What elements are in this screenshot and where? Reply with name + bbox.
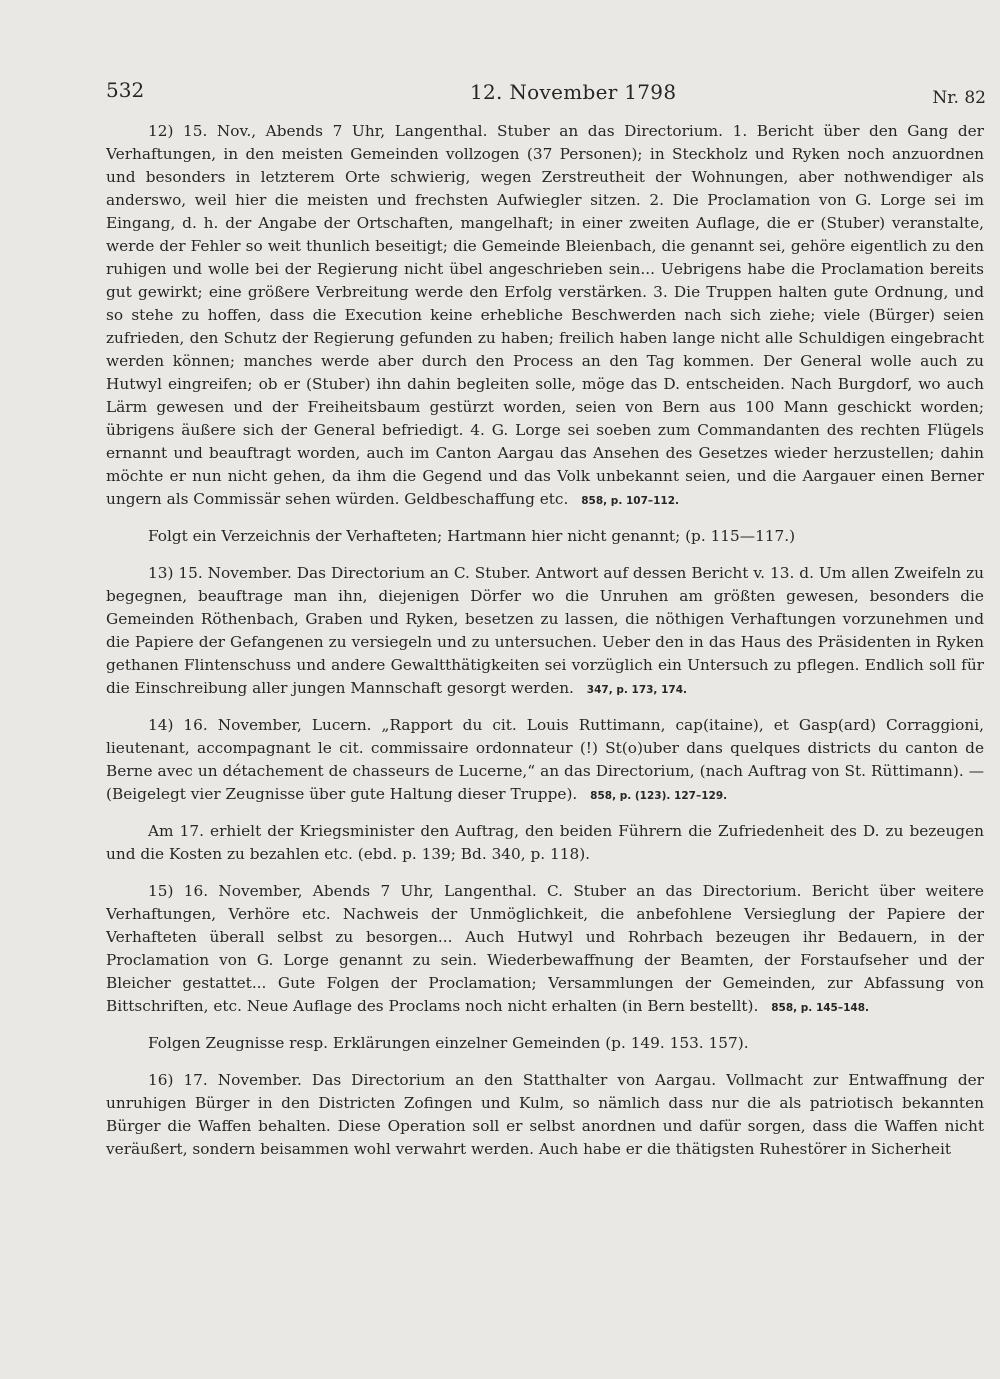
archive-reference: 858, p. 107–112. xyxy=(581,495,680,507)
entry-text: 14) 16. November, Lucern. „Rapport du cit. Louis Ruttimann, cap(itaine), et Gasp(ard) Corraggioni, lieutenant, accompagnant le cit. commissaire ordonnateur (!) St(o)uber dans quelques districts du canton de Berne avec un détachement de chasseurs de Lucerne,“ an das Directorium, (nach Auftrag von St. Rüttimann). — (Beigelegt vier Zeugnisse über gute Haltung dieser Truppe). xyxy=(106,716,984,803)
page-number: 532 xyxy=(106,78,145,102)
entry-15 xyxy=(106,880,984,1020)
document-number: Nr. 82 xyxy=(932,88,986,108)
entry-12 xyxy=(106,120,984,513)
entry-text: 15) 16. November, Abends 7 Uhr, Langenthal. C. Stuber an das Directorium. Bericht über weitere Verhaftungen, Verhöre etc. Nachweis der Unmöglichkeit, die anbefohlene Versieglung der Papiere der Verhafteten überall selbst zu besorgen... Auch Hutwyl und Rohrbach bezeugen ihr Bedauern, in der Proclamation von G. Lorge genannt zu sein. Wiederbewaffnung der Beamten, der Forstaufseher und der Bleicher gestattet... Gute Folgen der Proclamation; Versammlungen der Gemeinden, zur Abfassung von Bittschriften, etc. Neue Auflage des Proclams noch nicht erhalten (in Bern bestellt). xyxy=(106,882,984,1015)
entry-text: Am 17. erhielt der Kriegsminister den Auftrag, den beiden Führern die Zufriedenheit des D. zu bezeugen und die Kosten zu bezahlen etc. (ebd. p. 139; Bd. 340, p. 118). xyxy=(106,822,984,863)
entry-13 xyxy=(106,562,984,702)
entry-text: Folgen Zeugnisse resp. Erklärungen einzelner Gemeinden (p. 149. 153. 157). xyxy=(148,1034,749,1052)
archive-reference: 347, p. 173, 174. xyxy=(586,684,687,696)
archive-reference: 858, p. 145–148. xyxy=(771,1002,870,1014)
entry-text: 16) 17. November. Das Directorium an den Statthalter von Aargau. Vollmacht zur Entwaffnung der unruhigen Bürger in den Districten Zofingen und Kulm, so nämlich dass nur die als patriotisch bekannten Bürger die Waffen behalten. Diese Operation soll er selbst anordnen und dafür sorgen, dass die Waffen nicht veräußert, sondern beisammen wohl verwahrt werden. Auch habe er die thätigsten Ruhestörer in Sicherheit xyxy=(106,1071,984,1158)
note-verzeichnis xyxy=(106,525,984,548)
entry-14 xyxy=(106,714,984,808)
entry-16 xyxy=(106,1069,984,1161)
page-header xyxy=(106,78,986,112)
entry-text: Folgt ein Verzeichnis der Verhafteten; Hartmann hier nicht genannt; (p. 115—117.) xyxy=(148,527,796,545)
page-date-heading: 12. November 1798 xyxy=(470,80,677,104)
archive-reference: 858, p. (123). 127–129. xyxy=(590,790,728,802)
entry-text: 12) 15. Nov., Abends 7 Uhr, Langenthal. Stuber an das Directorium. 1. Bericht über den Gang der Verhaftungen, in den meisten Gemeinden vollzogen (37 Personen); in Steckholz und Ryken noch anzuordnen und besonders in letzterem Orte schwierig, wegen Zerstreutheit der Wohnungen, aber nothwendiger als anderswo, weil hier die meisten und frechsten Aufwiegler sitzen. 2. Die Proclamation von G. Lorge sei im Eingang, d. h. der Angabe der Ortschaften, mangelhaft; in einer zweiten Auflage, die er (Stuber) veranstalte, werde der Fehler so weit thunlich beseitigt; die Gemeinde Bleienbach, die genannt sei, gehöre eigentlich zu den ruhigen und wolle bei der Regierung nicht übel angeschrieben sein... Uebrigens habe die Proclamation bereits gut gewirkt; eine größere Verbreitung werde den Erfolg verstärken. 3. Die Truppen halten gute Ordnung, und so stehe zu hoffen, dass die Execution keine erhebliche Beschwerden nach sich ziehe; viele (Bürger) seien zufrieden, den Schutz der Regierung gefunden zu haben; freilich haben lange nicht alle Schuldigen eingebracht werden können; manches werde aber durch den Process an den Tag kommen. Der General wolle auch zu Hutwyl eingreifen; ob er (Stuber) ihn dahin begleiten solle, möge das D. entscheiden. Nach Burgdorf, wo auch Lärm gewesen und der Freiheitsbaum gestürzt worden, seien von Bern aus 100 Mann geschickt worden; übrigens äußere sich der General befriedigt. 4. G. Lorge sei soeben zum Commandanten des rechten Flügels ernannt und beauftragt worden, auch im Canton Aargau das Ansehen des Gesetzes wieder herzustellen; dahin möchte er nun nicht gehen, da ihm die Gegend und das Volk unbekannt seien, und die Aargauer einen Berner ungern als Commissär sehen würden. Geldbeschaffung etc. xyxy=(106,122,984,508)
entry-text: 13) 15. November. Das Directorium an C. Stuber. Antwort auf dessen Bericht v. 13. d. Um allen Zweifeln zu begegnen, beauftrage man ihn, diejenigen Dörfer wo die Unruhen am größten gewesen, besonders die Gemeinden Röthenbach, Graben und Ryken, besetzen zu lassen, die nöthigen Verhaftungen vorzunehmen und die Papiere der Gefangenen zu versiegeln und zu untersuchen. Ueber den in das Haus des Präsidenten in Ryken gethanen Flintenschuss und andere Gewaltthätigkeiten sei vorzüglich ein Untersuch zu pflegen. Endlich soll für die Einschreibung aller jungen Mannschaft gesorgt werden. xyxy=(106,564,984,697)
document-body xyxy=(106,120,984,1173)
note-kriegsminister xyxy=(106,820,984,866)
note-zeugnisse xyxy=(106,1032,984,1055)
